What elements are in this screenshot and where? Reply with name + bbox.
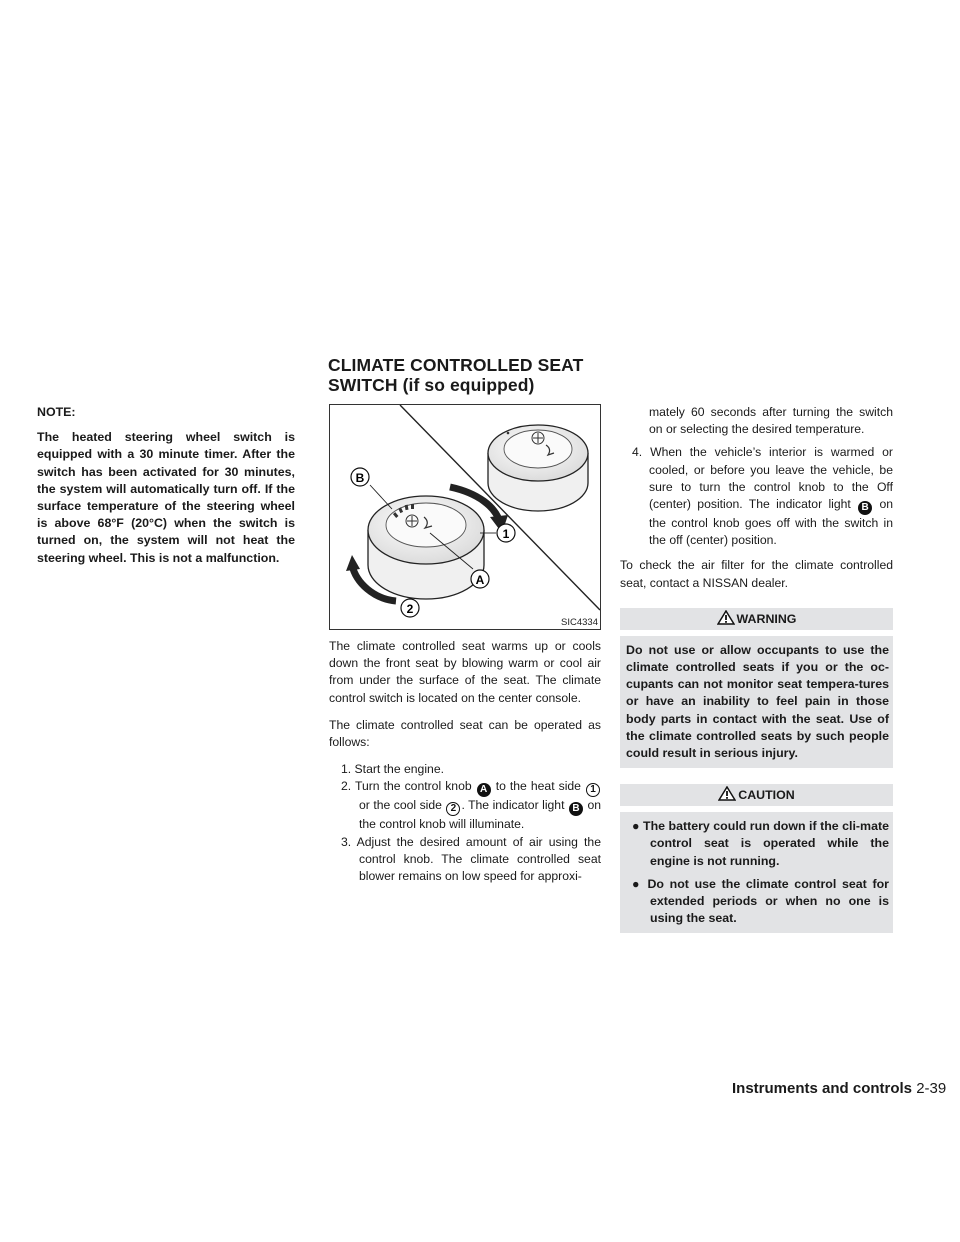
- page-number: 2-39: [916, 1080, 947, 1097]
- warning-heading-box: [620, 608, 893, 630]
- page-footer: [732, 1080, 947, 1097]
- note-body: The heated steering wheel switch is equipped with a 30 minute timer. After the switch has been activated for 30 minutes, the system will automatically turn off. If the surface temperature of the steering wheel is above 68°F (20°C) when the switch is turned on, the system will not heat the steering wheel. This is not a malfunction.: [37, 430, 295, 565]
- step-4-text-b: on the control knob goes off with the switch in the off (center) position.: [649, 497, 893, 548]
- svg-text:A: A: [475, 573, 485, 587]
- bullet-dot: ●: [632, 876, 642, 891]
- warning-triangle-icon: [717, 610, 735, 625]
- note-heading: NOTE:: [37, 405, 76, 419]
- section-title-line-2: SWITCH (if so equipped): [328, 375, 535, 395]
- step-4: [620, 444, 893, 549]
- instructions-column: [329, 638, 601, 885]
- label-b-badge: B: [569, 802, 583, 816]
- driver-knob: [368, 496, 484, 599]
- air-filter-paragraph: To check the air filter for the climate controlled seat, contact a NISSAN dealer.: [620, 558, 893, 590]
- caution-heading-box: [620, 784, 893, 806]
- section-title-line-1: CLIMATE CONTROLLED SEAT: [328, 355, 584, 375]
- label-1: [497, 524, 515, 542]
- step-4-text-a: 4. When the vehicle’s interior is warmed or cooled, or before you leave the vehicle, be sure to turn the control knob to the Off (center) position. The indicator light: [632, 445, 893, 512]
- label-b-badge-2: B: [858, 501, 872, 515]
- caution-item-2: [626, 876, 889, 928]
- step-2-text-d: . The indicator light: [461, 798, 565, 813]
- step-2-text-a: 2. Turn the control knob: [341, 779, 472, 794]
- label-a-badge: A: [477, 783, 491, 797]
- caution-item-1: [626, 818, 889, 870]
- svg-text:1: 1: [502, 527, 510, 541]
- label-b: [351, 468, 369, 486]
- label-a: [471, 570, 489, 588]
- step-1: 1. Start the engine.: [341, 762, 444, 777]
- step-2-text-b: to the heat side: [495, 779, 581, 794]
- intro-paragraph-2: The climate controlled seat can be operated as follows:: [329, 717, 601, 750]
- label-1-badge: 1: [586, 783, 600, 797]
- step-3-continued: mately 60 seconds after turning the switch on or selecting the desired temperature.: [649, 405, 893, 437]
- section-title: [328, 355, 928, 395]
- svg-text:2: 2: [406, 602, 414, 616]
- caution-item-2-text: Do not use the climate control seat for extended periods or when no one is using the seat.: [647, 876, 889, 926]
- figure-code: SIC4334: [561, 617, 598, 628]
- label-2-badge: 2: [446, 802, 460, 816]
- step-2: [329, 778, 601, 833]
- switch-illustration: [329, 404, 601, 630]
- warning-heading: WARNING: [736, 611, 797, 626]
- warning-body: Do not use or allow occupants to use the climate controlled seats if you or the oc-cupants can not monitor seat tempera-tures or have an inability to feel pain in those body parts in contact with the seat. Use of the climate controlled seats by such people could result in serious injury.: [620, 636, 893, 768]
- steps-list: [329, 761, 601, 885]
- caution-body: [620, 812, 893, 933]
- label-2: [401, 599, 419, 617]
- caution-heading: CAUTION: [738, 788, 795, 803]
- caution-triangle-icon: [718, 786, 736, 801]
- passenger-knob: [488, 425, 588, 511]
- right-column: [620, 404, 893, 933]
- footer-section-title: Instruments and controls: [732, 1080, 913, 1097]
- intro-paragraph-1: The climate controlled seat warms up or cools down the front seat by blowing warm or cool air from under the surface of the seat. The climate control switch is located on the center console.: [329, 639, 601, 705]
- switch-illustration-drawing: [330, 405, 600, 629]
- note-block: [37, 404, 295, 567]
- step-2-text-c: or the cool side: [359, 798, 442, 813]
- bullet-dot: ●: [632, 819, 640, 834]
- step-2-text-e: on the control knob will illuminate.: [359, 798, 602, 832]
- svg-text:B: B: [355, 471, 365, 485]
- caution-item-1-text: The battery could run down if the cli-mate control seat is operated while the engine is not running.: [643, 819, 889, 868]
- step-3: 3. Adjust the desired amount of air using the control knob. The climate controlled seat blower remains on low speed for approxi-: [341, 834, 601, 884]
